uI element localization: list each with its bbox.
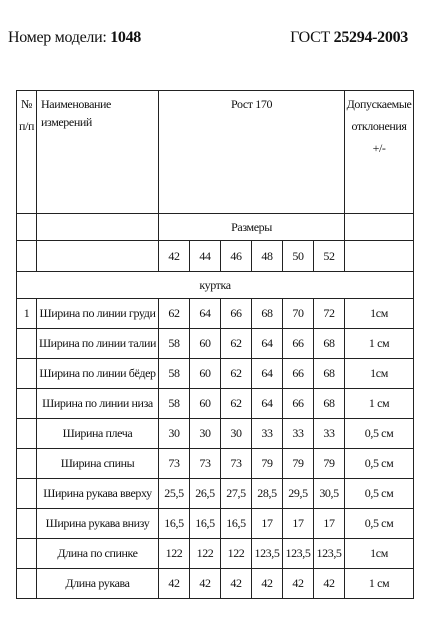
size-header-cell: 48 — [252, 241, 283, 272]
empty-cell — [37, 241, 159, 272]
measurement-value: 42 — [314, 569, 345, 599]
row-number-cell: 1 — [17, 299, 37, 329]
measurement-value: 25,5 — [159, 479, 190, 509]
size-header-cell: 46 — [221, 241, 252, 272]
measurement-value: 58 — [159, 329, 190, 359]
measurement-value: 123,5 — [252, 539, 283, 569]
col-num-header: № п/п — [17, 91, 37, 214]
measurement-name: Ширина по линии талии — [37, 329, 159, 359]
measurement-value: 60 — [190, 389, 221, 419]
table-row — [17, 299, 414, 329]
measurement-value: 62 — [221, 359, 252, 389]
tolerance-value: 0,5 см — [345, 419, 414, 449]
measurement-value: 79 — [314, 449, 345, 479]
measurement-value: 68 — [314, 359, 345, 389]
tolerance-value: 1 см — [345, 329, 414, 359]
measurement-name: Ширина рукава вверху — [37, 479, 159, 509]
measurement-value: 68 — [252, 299, 283, 329]
measurement-name: Ширина рукава внизу — [37, 509, 159, 539]
empty-cell — [345, 214, 414, 241]
measurement-value: 72 — [314, 299, 345, 329]
measurement-name: Ширина по линии бёдер — [37, 359, 159, 389]
size-header-cell: 50 — [283, 241, 314, 272]
measurement-value: 17 — [252, 509, 283, 539]
measurement-value: 122 — [190, 539, 221, 569]
measurement-value: 29,5 — [283, 479, 314, 509]
measurement-value: 68 — [314, 389, 345, 419]
measurement-value: 122 — [159, 539, 190, 569]
table-row — [17, 419, 414, 449]
row-number-cell — [17, 359, 37, 389]
row-number-cell — [17, 419, 37, 449]
row-number-cell — [17, 479, 37, 509]
measurement-value: 64 — [252, 389, 283, 419]
tolerance-value: 0,5 см — [345, 479, 414, 509]
document-header — [8, 26, 408, 50]
measurement-value: 64 — [252, 329, 283, 359]
measurement-value: 42 — [159, 569, 190, 599]
gost-label: ГОСТ — [290, 29, 330, 46]
measurement-value: 68 — [314, 329, 345, 359]
row-number-cell — [17, 449, 37, 479]
measurement-name: Длина рукава — [37, 569, 159, 599]
measurement-value: 30 — [190, 419, 221, 449]
col-tolerance-header: Допускаемые отклонения +/- — [345, 91, 414, 214]
measurement-name: Ширина плеча — [37, 419, 159, 449]
row-number-cell — [17, 329, 37, 359]
empty-cell — [345, 241, 414, 272]
measurement-value: 16,5 — [159, 509, 190, 539]
section-row — [17, 272, 414, 299]
sizes-label-row — [17, 214, 414, 241]
measurement-value: 60 — [190, 359, 221, 389]
sizes-row — [17, 241, 414, 272]
measurement-value: 33 — [283, 419, 314, 449]
row-number-cell — [17, 569, 37, 599]
measurement-value: 64 — [252, 359, 283, 389]
measurement-name: Длина по спинке — [37, 539, 159, 569]
measurement-value: 70 — [283, 299, 314, 329]
measurement-value: 33 — [252, 419, 283, 449]
measurement-value: 30 — [159, 419, 190, 449]
row-number-cell — [17, 509, 37, 539]
measurement-value: 66 — [283, 389, 314, 419]
measurement-value: 33 — [314, 419, 345, 449]
table-row — [17, 539, 414, 569]
table-row — [17, 479, 414, 509]
measurement-value: 42 — [283, 569, 314, 599]
tolerance-value: 1см — [345, 359, 414, 389]
measurement-value: 27,5 — [221, 479, 252, 509]
table-row — [17, 359, 414, 389]
measurement-value: 16,5 — [221, 509, 252, 539]
measurement-value: 17 — [283, 509, 314, 539]
measurement-value: 16,5 — [190, 509, 221, 539]
table-row — [17, 509, 414, 539]
measurement-value: 122 — [221, 539, 252, 569]
measurement-value: 26,5 — [190, 479, 221, 509]
measurement-value: 30,5 — [314, 479, 345, 509]
measurements-table — [16, 90, 414, 599]
model-label: Номер модели: — [8, 29, 107, 46]
tolerance-value: 0,5 см — [345, 449, 414, 479]
measurement-value: 73 — [159, 449, 190, 479]
tolerance-value: 0,5 см — [345, 509, 414, 539]
size-header-cell: 52 — [314, 241, 345, 272]
measurement-name: Ширина по линии груди — [37, 299, 159, 329]
tolerance-value: 1 см — [345, 389, 414, 419]
measurement-value: 42 — [252, 569, 283, 599]
gost-heading — [290, 26, 408, 50]
measurement-value: 79 — [252, 449, 283, 479]
table-header-row — [17, 91, 414, 214]
table-row — [17, 569, 414, 599]
measurement-value: 58 — [159, 389, 190, 419]
measurement-value: 58 — [159, 359, 190, 389]
model-number: 1048 — [110, 29, 141, 46]
tolerance-value: 1см — [345, 539, 414, 569]
table-row — [17, 389, 414, 419]
section-label: куртка — [17, 272, 414, 299]
size-header-cell: 44 — [190, 241, 221, 272]
measurement-value: 66 — [283, 329, 314, 359]
measurement-name: Ширина по линии низа — [37, 389, 159, 419]
measurement-value: 42 — [221, 569, 252, 599]
tolerance-value: 1 см — [345, 569, 414, 599]
measurement-value: 123,5 — [314, 539, 345, 569]
measurement-value: 66 — [283, 359, 314, 389]
measurement-value: 79 — [283, 449, 314, 479]
empty-cell — [37, 214, 159, 241]
row-number-cell — [17, 539, 37, 569]
measurement-name: Ширина спины — [37, 449, 159, 479]
measurement-value: 28,5 — [252, 479, 283, 509]
col-name-header: Наименование измерений — [37, 91, 159, 214]
measurement-value: 60 — [190, 329, 221, 359]
measurement-value: 42 — [190, 569, 221, 599]
size-header-cell: 42 — [159, 241, 190, 272]
sizes-label: Размеры — [159, 214, 345, 241]
measurement-value: 73 — [190, 449, 221, 479]
measurement-value: 30 — [221, 419, 252, 449]
table-row — [17, 329, 414, 359]
tolerance-value: 1см — [345, 299, 414, 329]
empty-cell — [17, 241, 37, 272]
measurement-value: 66 — [221, 299, 252, 329]
measurement-value: 17 — [314, 509, 345, 539]
measurement-value: 123,5 — [283, 539, 314, 569]
measurement-value: 62 — [159, 299, 190, 329]
measurement-value: 62 — [221, 329, 252, 359]
row-number-cell — [17, 389, 37, 419]
gost-number: 25294-2003 — [333, 29, 408, 46]
col-height-header: Рост 170 — [159, 91, 345, 214]
model-heading — [8, 26, 141, 50]
measurement-value: 62 — [221, 389, 252, 419]
table-row — [17, 449, 414, 479]
empty-cell — [17, 214, 37, 241]
measurement-value: 64 — [190, 299, 221, 329]
measurement-value: 73 — [221, 449, 252, 479]
